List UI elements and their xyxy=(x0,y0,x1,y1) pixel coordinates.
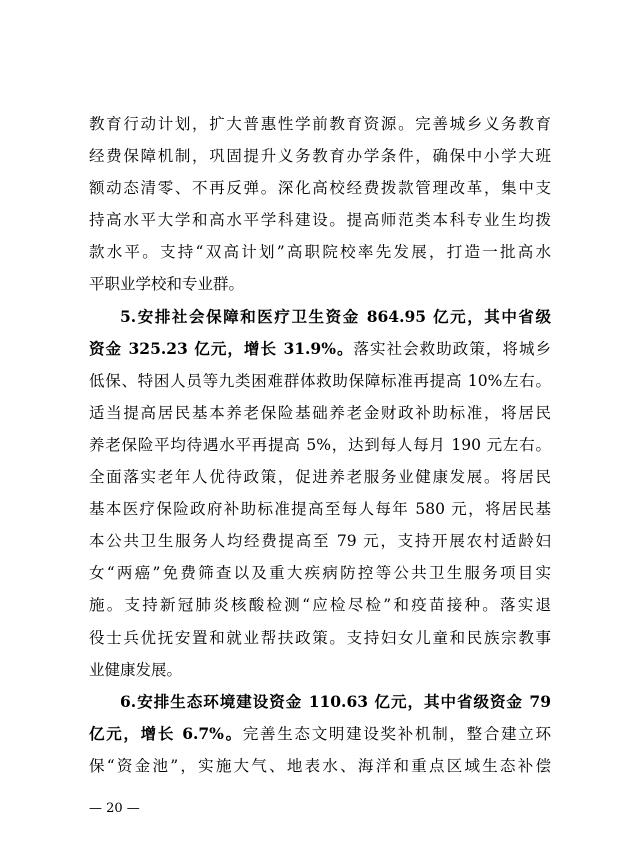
text-line: 平职业学校和专业群。 xyxy=(89,275,245,294)
text-line: 业健康发展。 xyxy=(89,660,183,679)
text-line: 额动态清零、不再反弹。深化高校经费拨款管理改革，集中支 xyxy=(89,179,551,198)
document-body xyxy=(89,108,551,782)
body-text: 完善生态文明建设奖补机制，整合建立环 xyxy=(242,724,551,743)
heading-continuation: 资金 325.23 亿元，增长 31.9%。 xyxy=(89,338,354,358)
text-line: 役士兵优抚安置和就业帮扶政策。支持妇女儿童和民族宗教事 xyxy=(89,628,551,647)
body-text: 落实社会救助政策，将城乡 xyxy=(353,339,551,358)
text-line: 款水平。支持“双高计划”高职院校率先发展，打造一批高水 xyxy=(89,243,551,262)
text-line: 保“资金池”，实施大气、地表水、海洋和重点区域生态补偿 xyxy=(89,756,551,775)
text-line: 施。支持新冠肺炎核酸检测“应检尽检”和疫苗接种。落实退 xyxy=(89,596,551,615)
section-heading-5: 5.安排社会保障和医疗卫生资金 864.95 亿元，其中省级 xyxy=(120,306,551,326)
paragraph-social-security xyxy=(89,301,551,686)
text-line xyxy=(89,718,551,750)
text-line: 持高水平大学和高水平学科建设。提高师范类本科专业生均拨 xyxy=(89,211,551,230)
text-line: 适当提高居民基本养老保险基础养老金财政补助标准，将居民 xyxy=(89,403,551,422)
text-line: 女“两癌”免费筛查以及重大疾病防控等公共卫生服务项目实 xyxy=(89,564,551,583)
page-number: — 20 — xyxy=(89,801,140,816)
text-line: 教育行动计划，扩大普惠性学前教育资源。完善城乡义务教育 xyxy=(89,115,551,133)
text-line: 低保、特困人员等九类困难群体救助保障标准再提高 10%左右。 xyxy=(89,371,551,390)
text-line: 基本医疗保险政府补助标准提高至每人每年 580 元，将居民基 xyxy=(89,500,551,519)
section-heading-6: 6.安排生态环境建设资金 110.63 亿元，其中省级资金 79 xyxy=(120,691,551,711)
text-line xyxy=(89,333,551,365)
heading-continuation: 亿元，增长 6.7%。 xyxy=(89,723,243,743)
text-line: 本公共卫生服务人均经费提高至 79 元，支持开展农村适龄妇 xyxy=(89,532,551,551)
paragraph-ecology xyxy=(89,686,551,782)
text-line: 全面落实老年人优待政策，促进养老服务业健康发展。将居民 xyxy=(89,468,551,487)
text-line: 经费保障机制，巩固提升义务教育办学条件，确保中小学大班 xyxy=(89,147,551,166)
paragraph-education xyxy=(89,108,551,301)
text-line: 养老保险平均待遇水平再提高 5%，达到每人每月 190 元左右。 xyxy=(89,435,551,454)
